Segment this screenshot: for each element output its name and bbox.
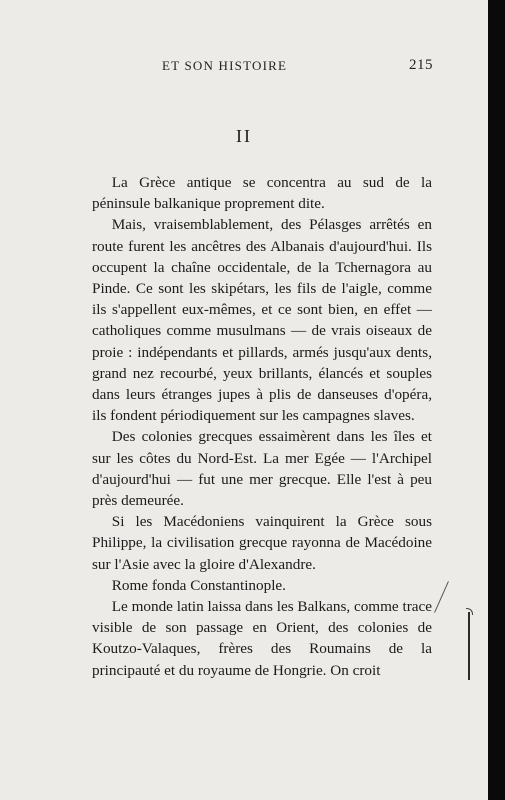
page-gutter [488,0,505,800]
paragraph: Si les Macédoniens vainquirent la Grèce sous Philippe, la civilisation grecque rayonna de Macédoine sur l'Asie avec la gloire d'Alexandre. [92,513,432,573]
page-number: 215 [409,57,433,73]
paragraph: Le monde latin laissa dans les Balkans, comme trace visible de son passage en Orient, des colonies de Koutzo-Valaques, frères des Roumains de la principauté et du royaume de Hongrie. On croit [92,598,432,679]
running-title: ET SON HISTOIRE [162,58,288,73]
paragraph: La Grèce antique se concentra au sud de la péninsule balkanique proprement dite. [92,174,432,213]
section-number: II [236,126,252,146]
running-head [78,58,433,78]
pencil-mark [434,581,449,612]
paragraph: Des colonies grecques essaimèrent dans les îles et sur les côtes du Nord-Est. La mer Egée — l'Archipel d'aujourd'hui — fut une mer grecque. Elle l'est à peu près demeurée. [92,428,432,510]
body-text [92,172,432,681]
paragraph: Rome fonda Constantinople. [111,576,286,594]
pencil-mark [468,612,470,680]
paragraph: Mais, vraisemblablement, des Pélasges arrêtés en route furent les ancêtres des Albanais d'aujourd'hui. Ils occupent la chaîne occidentale, de la Tchernagora au Pinde. Ce sont les skipétars, les fils de l'aigle, comme ils s'appellent eux-mêmes, et ce sont bien, en effet — catholiques comme musulmans — de vrais oiseaux de proie : indépendants et pillards, armés jusqu'aux dents, grand nez recourbé, yeux brillants, élancés et souples dans leurs étranges jupes à plis de danseuses d'opéra, ils fondent périodiquement sur les campagnes slaves. [92,216,432,425]
